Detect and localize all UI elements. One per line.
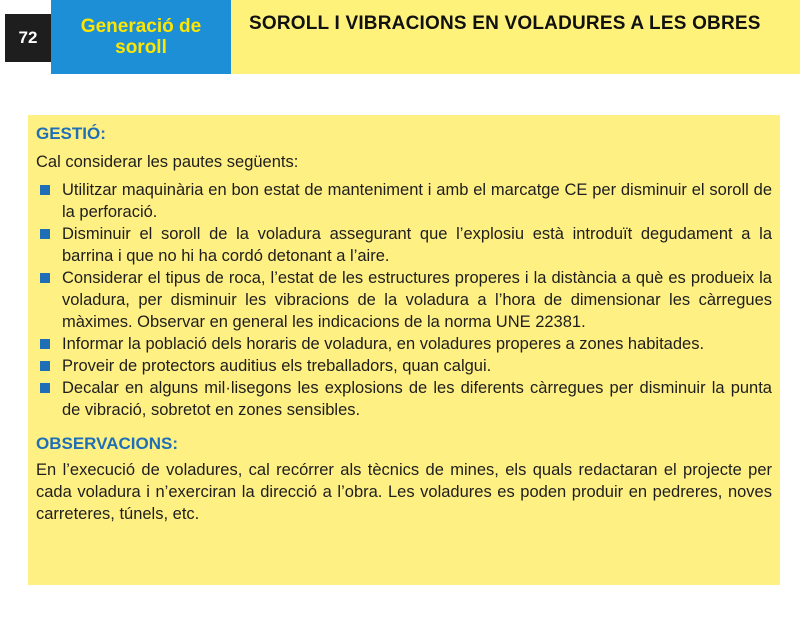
page-number: 72 xyxy=(5,14,51,62)
gestio-list xyxy=(36,179,772,421)
square-bullet-icon xyxy=(40,185,50,195)
gestio-heading: GESTIÓ: xyxy=(36,124,106,143)
list-item xyxy=(36,355,772,377)
list-item-text: Utilitzar maquinària en bon estat de manteniment i amb el marcatge CE per disminuir el soroll de la perforació. xyxy=(62,181,772,221)
square-bullet-icon xyxy=(40,273,50,283)
list-item xyxy=(36,223,772,267)
list-item-text: Decalar en alguns mil·lisegons les explosions de les diferents càrregues per disminuir la punta de vibració, sobretot en zones sensibles. xyxy=(62,379,772,419)
square-bullet-icon xyxy=(40,339,50,349)
gestio-intro: Cal considerar les pautes següents: xyxy=(36,153,299,171)
observacions-text: En l’execució de voladures, cal recórrer als tècnics de mines, els quals redactaran el projecte per cada voladura i n’exerciran la direcció a l’obra. Les voladures es poden produir en pedreres, noves carreteres, túnels, etc. xyxy=(36,461,772,523)
square-bullet-icon xyxy=(40,383,50,393)
list-item-text: Considerar el tipus de roca, l’estat de les estructures properes i la distància a què es produeix la voladura, per disminuir les vibracions de la voladura a l’hora de dimensionar les càrregues màximes. Observar en general les indicacions de la norma UNE 22381. xyxy=(62,269,772,331)
square-bullet-icon xyxy=(40,361,50,371)
list-item xyxy=(36,179,772,223)
list-item xyxy=(36,377,772,421)
section-label: Generació de soroll xyxy=(80,16,202,58)
list-item-text: Disminuir el soroll de la voladura assegurant que l’explosiu està introduït degudament a la barrina i que no hi ha cordó detonant a l’aire. xyxy=(62,225,772,265)
section-label-box xyxy=(51,0,231,74)
list-item-text: Informar la població dels horaris de voladura, en voladures properes a zones habitades. xyxy=(62,335,705,353)
page-header xyxy=(0,0,800,74)
list-item-text: Proveir de protectors auditius els treballadors, quan calgui. xyxy=(62,357,492,375)
list-item xyxy=(36,333,772,355)
list-item xyxy=(36,267,772,333)
observacions-heading: OBSERVACIONS: xyxy=(36,434,179,453)
content-panel xyxy=(28,115,780,585)
page-title: SOROLL I VIBRACIONS EN VOLADURES A LES OBRES xyxy=(249,13,761,34)
title-box xyxy=(231,0,800,74)
square-bullet-icon xyxy=(40,229,50,239)
content xyxy=(36,123,772,525)
